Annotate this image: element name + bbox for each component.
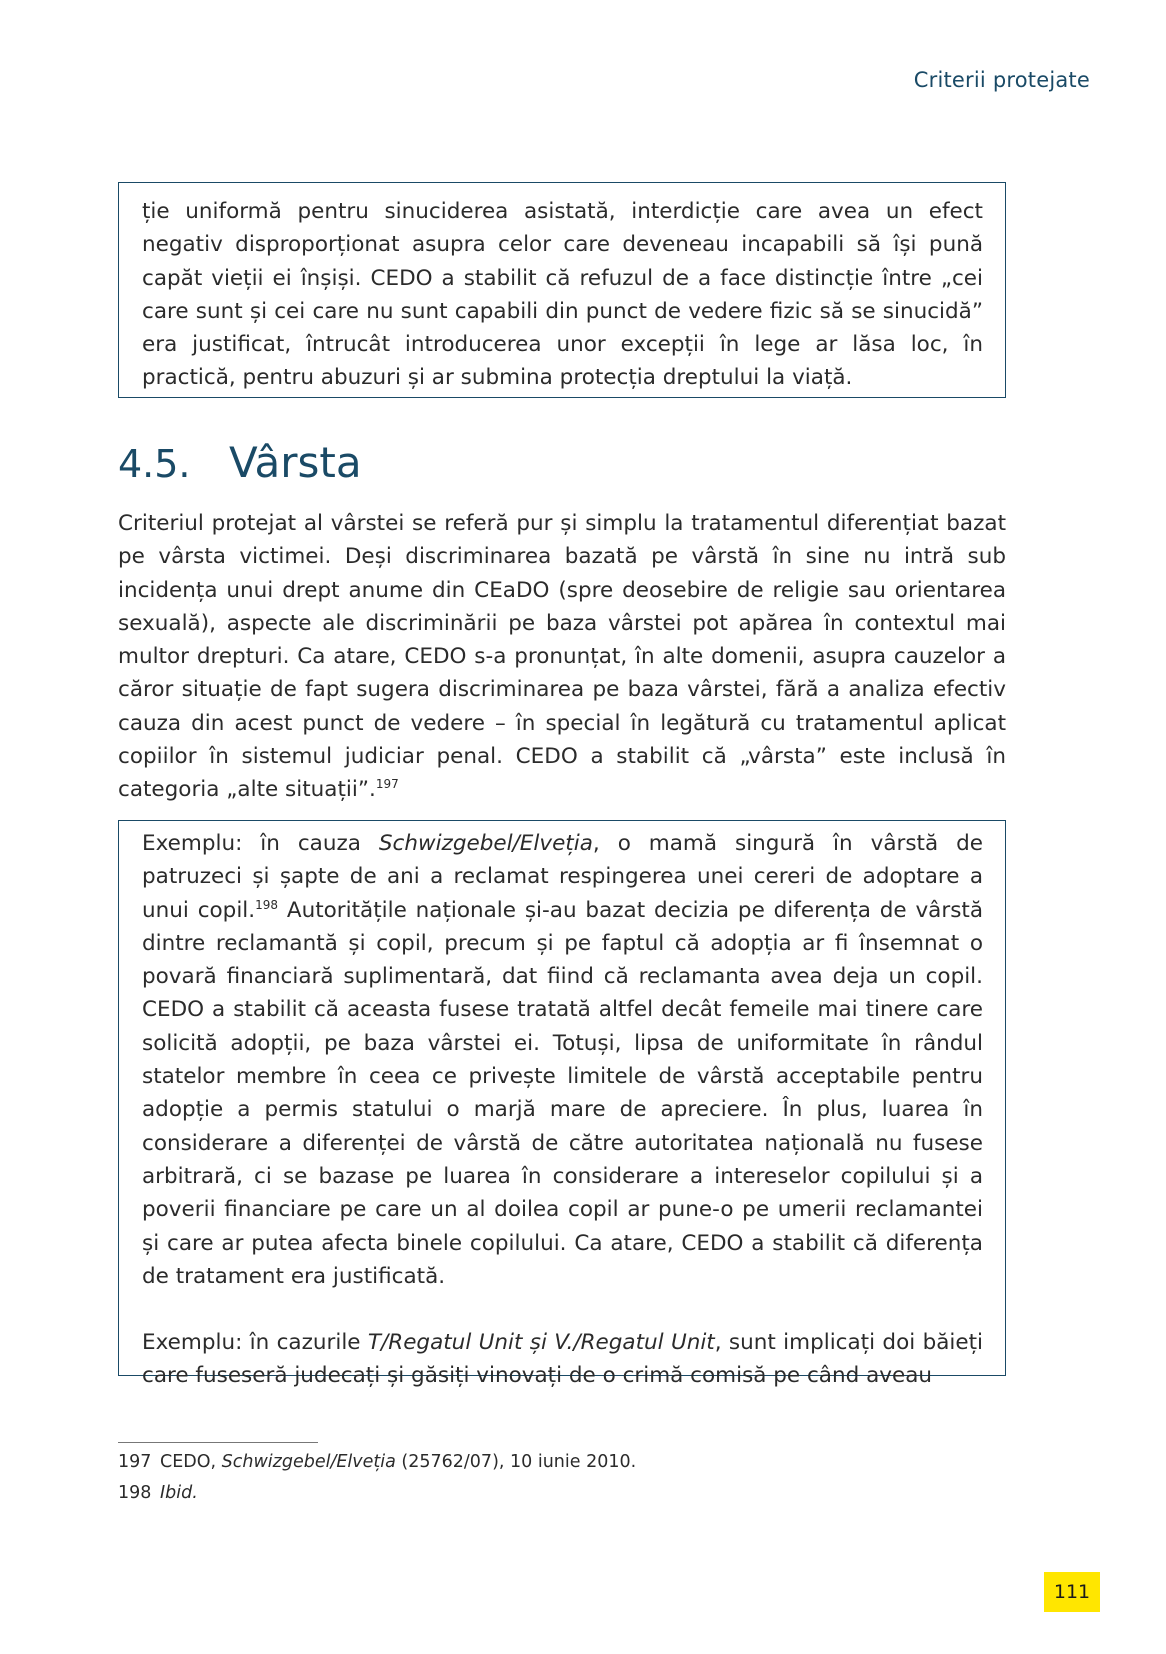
example-spacer <box>142 1293 983 1326</box>
footnote-text: CEDO, Schwizgebel/Elveția (25762/07), 10 iunie 2010. <box>160 1452 637 1472</box>
footnotes <box>118 1447 1006 1509</box>
footnote-ref-197[interactable]: 197 <box>375 777 399 792</box>
example-text: , sunt implicați doi băieți care fuseseră judecați și găsiți vinovați de o crimă comisă pe când aveau <box>142 1330 983 1389</box>
examples-box <box>118 820 1006 1389</box>
body-paragraph <box>118 507 1006 807</box>
footnote-divider <box>118 1442 318 1443</box>
footnote-number: 197 <box>118 1452 152 1472</box>
section-heading <box>118 438 362 487</box>
example-text: , o mamă singură în vârstă de patruzeci și șapte de ani a reclamat respingerea unei cereri de adoptare a unui copil. <box>142 831 984 923</box>
example-schwizgebel <box>142 827 983 1293</box>
example-text-continued: Autoritățile naționale și-au bazat decizia pe diferența de vârstă dintre reclamantă și copil, precum și pe faptul că adopția ar fi însemnat o povară financiară suplimentară, dat fiind că reclamanta avea deja un copil. CEDO a stabilit că aceasta fusese tratată altfel decât femeile mai tinere care solicită adopții, pe baza vârstei ei. Totuși, lipsa de uniformitate în rândul statelor membre în ceea ce privește limitele de vârstă acceptabile pentru adopție a permis statului o marjă mare de apreciere. În plus, luarea în considerare a diferenței de vârstă de către autoritatea națională nu fusese arbitrară, ci se bazase pe luarea în considerare a intereselor copilului și a poverii financiare pe care un al doilea copil ar pune-o pe umerii reclamantei și care ar putea afecta binele copilului. Ca atare, CEDO a stabilit că diferența de tratament era justificată. <box>142 897 983 1289</box>
example-prefix: Exemplu: în cazurile <box>142 1330 368 1356</box>
example-prefix: Exemplu: în cauza <box>142 831 379 856</box>
example-box-continued <box>118 182 1006 398</box>
page-number: 111 <box>1044 1572 1100 1612</box>
case-name: T/Regatul Unit și V./Regatul Unit <box>367 1330 715 1356</box>
footnote-197 <box>118 1447 1006 1478</box>
section-number: 4.5. <box>118 442 191 486</box>
footnote-198 <box>118 1478 1006 1509</box>
case-name: Ibid. <box>160 1483 198 1503</box>
example-t-v-regatul-unit <box>142 1326 983 1393</box>
footnote-number: 198 <box>118 1483 152 1503</box>
section-title: Vârsta <box>229 438 362 487</box>
case-name: Schwizgebel/Elveția <box>221 1452 396 1472</box>
footnote-text <box>160 1478 198 1509</box>
case-name: Schwizgebel/Elveția <box>378 831 593 856</box>
box-text: ție uniformă pentru sinuciderea asistată, interdicție care avea un efect negativ disproporționat asupra celor care deveneau incapabili să își pună capăt vieții ei înșiși. CEDO a stabilit că refuzul de a face distincție între „cei care sunt și cei care nu sunt capabili din punct de vedere fizic să se sinucidă” era justificat, întrucât introducerea unor excepții în lege ar lăsa loc, în practică, pentru abuzuri și ar submina protecția dreptului la viață. <box>142 199 983 391</box>
running-header: Criterii protejate <box>913 68 1090 92</box>
paragraph-text: Criteriul protejat al vârstei se referă pur și simplu la tratamentul diferențiat bazat pe vârsta victimei. Deși discriminarea bazată pe vârstă în sine nu intră sub incidența unui drept anume din CEaDO (spre deosebire de religie sau orientarea sexuală), aspecte ale discriminării pe baza vârstei pot apărea în contextul mai multor drepturi. Ca atare, CEDO s-a pronunțat, în alte domenii, asupra cauzelor a căror situație de fapt sugera discriminarea pe baza vârstei, fără a analiza efectiv cauza din acest punct de vedere – în special în legătură cu tratamentul aplicat copiilor în sistemul judiciar penal. CEDO a stabilit că „vârsta” este inclusă în categoria „alte situații”. <box>118 511 1006 803</box>
footnote-ref-198[interactable]: 198 <box>255 897 279 912</box>
